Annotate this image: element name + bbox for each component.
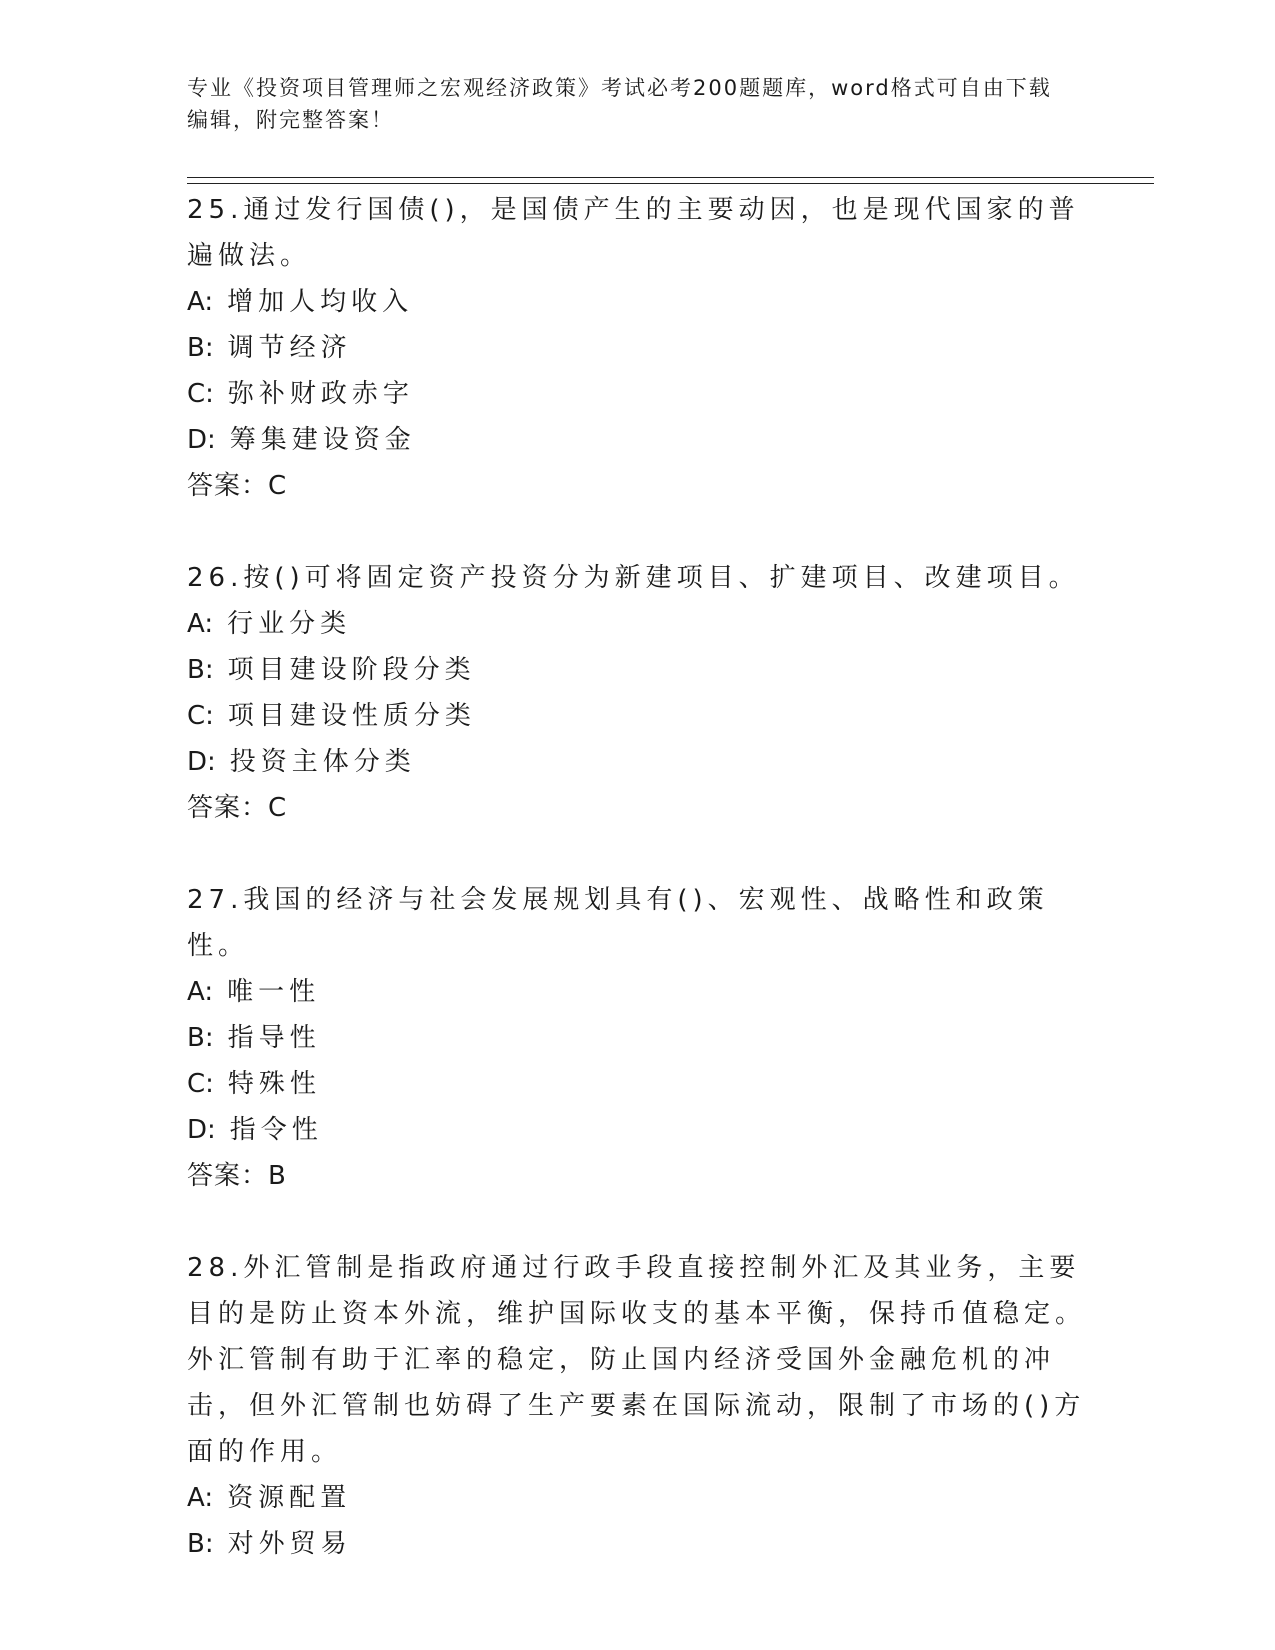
document-header: 专业《投资项目管理师之宏观经济政策》考试必考200题题库，word格式可自由下载编辑，附完整答案！ xyxy=(187,76,1052,132)
option-text: 资源配置 xyxy=(227,1483,352,1513)
option-a xyxy=(187,969,1087,1015)
option-a xyxy=(187,601,1087,647)
option-letter: B: xyxy=(187,1529,214,1559)
option-b xyxy=(187,647,1087,693)
question-25 xyxy=(187,187,1087,509)
option-letter: A: xyxy=(187,977,214,1007)
option-d xyxy=(187,739,1087,785)
answer-line: 答案：B xyxy=(187,1161,287,1191)
option-text: 行业分类 xyxy=(227,609,352,639)
option-text: 唯一性 xyxy=(227,977,321,1007)
option-c xyxy=(187,371,1087,417)
option-letter: A: xyxy=(187,1483,214,1513)
question-stem: 27.我国的经济与社会发展规划具有()、宏观性、战略性和政策性。 xyxy=(187,885,1049,961)
question-stem: 25.通过发行国债()，是国债产生的主要动因，也是现代国家的普遍做法。 xyxy=(187,195,1080,271)
option-text: 调节经济 xyxy=(227,333,352,363)
option-c xyxy=(187,693,1087,739)
option-text: 项目建设阶段分类 xyxy=(227,655,476,685)
option-a xyxy=(187,1475,1087,1521)
answer-line: 答案：C xyxy=(187,793,288,823)
option-text: 筹集建设资金 xyxy=(229,425,416,455)
question-26 xyxy=(187,555,1087,831)
option-letter: A: xyxy=(187,287,214,317)
option-b xyxy=(187,325,1087,371)
option-letter: D: xyxy=(187,747,216,777)
question-28 xyxy=(187,1245,1087,1567)
option-text: 特殊性 xyxy=(227,1069,321,1099)
option-letter: A: xyxy=(187,609,214,639)
option-text: 指令性 xyxy=(229,1115,323,1145)
option-b xyxy=(187,1015,1087,1061)
question-stem: 28.外汇管制是指政府通过行政手段直接控制外汇及其业务，主要目的是防止资本外流，维护国际收支的基本平衡，保持币值稳定。外汇管制有助于汇率的稳定，防止国内经济受国外金融危机的冲击，但外汇管制也妨碍了生产要素在国际流动，限制了市场的()方面的作用。 xyxy=(187,1253,1087,1467)
option-letter: B: xyxy=(187,1023,214,1053)
header-rule-thick xyxy=(187,177,1154,178)
header-rule-thin xyxy=(187,183,1154,184)
option-letter: C: xyxy=(187,1069,214,1099)
option-text: 对外贸易 xyxy=(227,1529,352,1559)
option-text: 弥补财政赤字 xyxy=(227,379,414,409)
option-text: 项目建设性质分类 xyxy=(227,701,476,731)
question-stem: 26.按()可将固定资产投资分为新建项目、扩建项目、改建项目。 xyxy=(187,563,1080,593)
answer-line: 答案：C xyxy=(187,471,288,501)
option-d xyxy=(187,417,1087,463)
question-27 xyxy=(187,877,1087,1199)
option-text: 增加人均收入 xyxy=(227,287,414,317)
option-d xyxy=(187,1107,1087,1153)
option-letter: D: xyxy=(187,1115,216,1145)
option-letter: B: xyxy=(187,333,214,363)
option-text: 指导性 xyxy=(227,1023,321,1053)
question-list xyxy=(187,187,1087,1613)
option-letter: C: xyxy=(187,701,214,731)
option-letter: D: xyxy=(187,425,216,455)
option-a xyxy=(187,279,1087,325)
option-b xyxy=(187,1521,1087,1567)
option-c xyxy=(187,1061,1087,1107)
option-text: 投资主体分类 xyxy=(229,747,416,777)
option-letter: B: xyxy=(187,655,214,685)
option-letter: C: xyxy=(187,379,214,409)
